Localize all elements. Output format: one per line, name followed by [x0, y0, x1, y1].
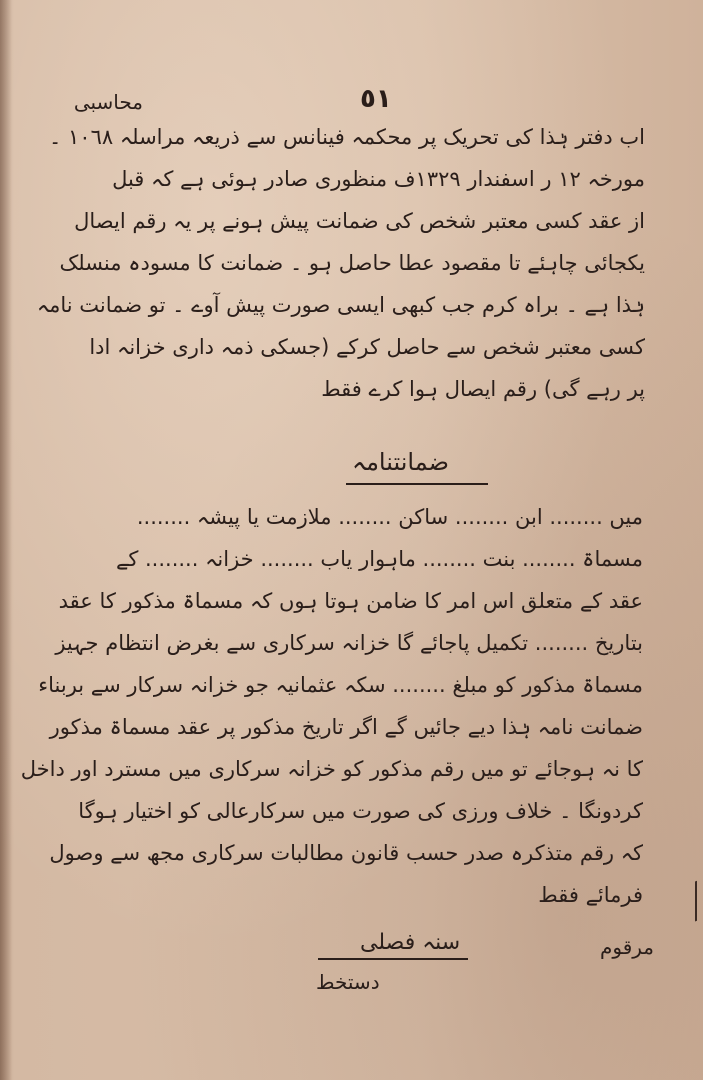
text-line: فرمائے فقط — [538, 883, 643, 907]
text-line: اب دفتر ہٰذا کی تحریک پر محکمہ فینانس سے ذریعہ مراسلہ ١٠٦٨ ۔ — [49, 125, 645, 149]
section-label: محاسبی — [73, 90, 143, 114]
guarantee-form-body — [20, 496, 643, 916]
text-line: مسماۃ ........ بنت ........ ماہوار یاب ........ خزانہ ........ کے — [116, 547, 643, 571]
signature-label: دستخط — [316, 970, 380, 994]
text-line: کا نہ ہوجائے تو میں رقم مذکور کو خزانہ سرکاری میں مسترد اور داخل — [20, 757, 643, 781]
text-line: میں ........ ابن ........ ساکن ........ ملازمت یا پیشہ ........ — [136, 505, 643, 529]
page-number: ٥١ — [360, 84, 392, 114]
text-line: مسماۃ مذکور کو مبلغ ........ سکہ عثمانیہ جو خزانہ سرکار سے بربناء — [38, 673, 643, 697]
margin-mark — [695, 879, 703, 922]
text-line: پر رہے گی) رقم ایصال ہوا کرے فقط — [321, 377, 645, 401]
title-underline — [346, 483, 488, 485]
dated-label: مرقوم — [600, 935, 655, 959]
text-line: از عقد کسی معتبر شخص کی ضمانت پیش ہونے پر یہ رقم ایصال — [74, 209, 645, 233]
text-line: بتاریخ ........ تکمیل پاجائے گا خزانہ سرکاری سے بغرض انتظام جہیز — [55, 631, 643, 655]
text-line: کردونگا ۔ خلاف ورزی کی صورت میں سرکارعالی کو اختیار ہوگا — [78, 799, 643, 823]
text-line: یکجائی چاہئے تا مقصود عطا حاصل ہو ۔ ضمانت کا مسودہ منسلک — [59, 251, 645, 275]
form-title: ضمانتنامہ — [352, 448, 449, 476]
year-label: سنہ فصلی — [360, 930, 461, 955]
page-edge-shadow — [0, 0, 12, 1080]
text-line: کہ رقم متذکرہ صدر حسب قانون مطالبات سرکاری مجھ سے وصول — [49, 841, 643, 865]
text-line: ضمانت نامہ ہٰذا دیے جائیں گے اگر تاریخ مذکور پر عقد مسماۃ مذکور — [49, 715, 643, 739]
text-line: کسی معتبر شخص سے حاصل کرکے (جسکی ذمہ داری خزانہ ادا — [89, 335, 645, 359]
text-line: ہٰذا ہے ۔ براہ کرم جب کبھی ایسی صورت پیش آوے ۔ تو ضمانت نامہ — [36, 293, 645, 317]
intro-paragraph — [36, 116, 645, 410]
text-line: مورخہ ١٢ ر اسفندار ١٣٢٩ف منظوری صادر ہوئی ہے کہ قبل — [112, 167, 645, 191]
signature-line — [318, 958, 468, 960]
text-line: عقد کے متعلق اس امر کا ضامن ہوتا ہوں کہ مسماۃ مذکور کا عقد — [58, 589, 643, 613]
